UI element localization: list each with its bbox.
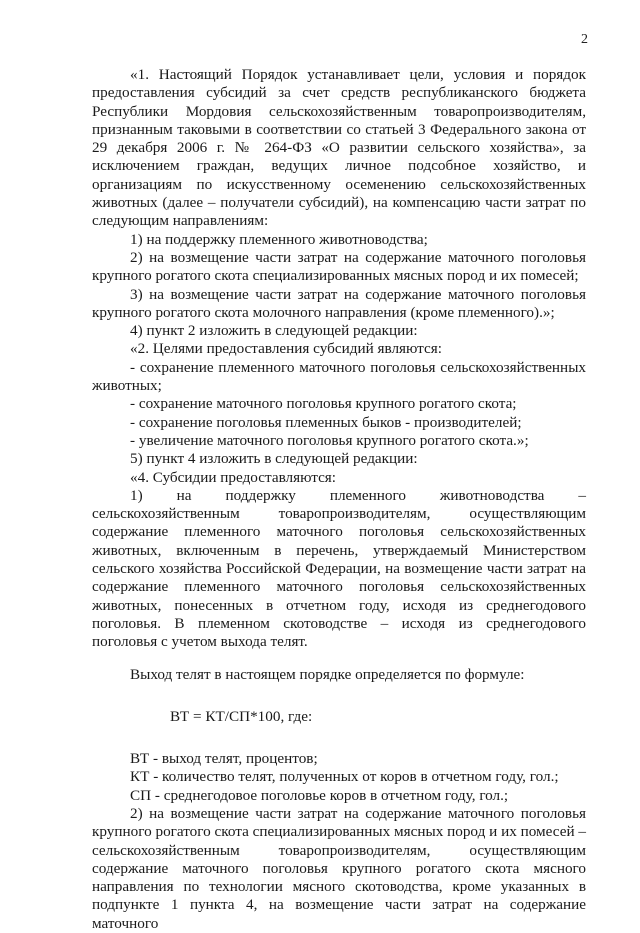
paragraph-goal-item: - сохранение племенного маточного поголовья сельскохозяйственных животных; bbox=[92, 358, 586, 395]
paragraph-subsidies-heading: «4. Субсидии предоставляются: bbox=[130, 468, 337, 486]
definition-item: ВТ - выход телят, процентов; bbox=[130, 750, 318, 768]
page-number: 2 bbox=[581, 32, 588, 47]
paragraph-list-item: 1) на поддержку племенного животноводства; bbox=[130, 230, 428, 248]
paragraph-amendment: 4) пункт 2 изложить в следующей редакции: bbox=[130, 322, 418, 340]
paragraph-goal-item: - сохранение поголовья племенных быков - производителей; bbox=[130, 413, 522, 431]
paragraph-list-item: 1) на поддержку племенного животноводства – сельскохозяйственным товаропроизводителям, осуществляющим содержание племенного маточного поголовья сельскохозяйственных животных, включенным в перечень, утверждаемый Министерством сельского хозяйства Российской Федерации, на возмещение части затрат на содержание племенного маточного поголовья сельскохозяйственных животных, понесенных в отчетном году, исходя из среднегодового поголовья. В племенном скотоводстве – исходя из среднегодового поголовья с учетом выхода телят. bbox=[92, 486, 586, 651]
paragraph-goal-item: - увеличение маточного поголовья крупного рогатого скота.»; bbox=[130, 431, 529, 449]
definition-item: СП - среднегодовое поголовье коров в отчетном году, гол.; bbox=[130, 786, 509, 804]
document-body bbox=[92, 66, 586, 933]
paragraph-list-item: 2) на возмещение части затрат на содержание маточного поголовья крупного рогатого скота специализированных мясных пород и их помесей – сельскохозяйственным товаропроизводителям, осуществляющим содержание маточного поголовья крупного рогатого скота мясного направления по технологии мясного скотоводства, кроме указанных в подпункте 1 пункта 4, на возмещение части затрат на содержание маточного bbox=[92, 804, 586, 932]
paragraph-goals-heading: «2. Целями предоставления субсидий являются: bbox=[130, 340, 442, 358]
paragraph-purpose: «1. Настоящий Порядок устанавливает цели, условия и порядок предоставления субсидий за счет средств республиканского бюджета Республики Мордовия сельскохозяйственным товаропроизводителям, признанным таковыми в соответствии со статьей 3 Федерального закона от 29 декабря 2006 г. № 264-ФЗ «О развитии сельского хозяйства», за исключением граждан, ведущих личное подсобное хозяйство, и организациям по искусственному осеменению сельскохозяйственных животных (далее – получатели субсидий), на компенсацию части затрат по следующим направлениям: bbox=[92, 66, 586, 230]
paragraph-goal-item: - сохранение маточного поголовья крупного рогатого скота; bbox=[130, 395, 517, 413]
definition-item: КТ - количество телят, полученных от коров в отчетном году, гол.; bbox=[130, 768, 559, 786]
paragraph-list-item: 2) на возмещение части затрат на содержание маточного поголовья крупного рогатого скота специализированных мясных пород и их помесей; bbox=[92, 248, 586, 285]
paragraph-list-item: 3) на возмещение части затрат на содержание маточного поголовья крупного рогатого скота молочного направления (кроме племенного).»; bbox=[92, 285, 586, 321]
formula-intro: Выход телят в настоящем порядке определяется по формуле: bbox=[130, 665, 525, 683]
paragraph-amendment: 5) пункт 4 изложить в следующей редакции: bbox=[130, 450, 418, 468]
formula: ВТ = КТ/СП*100, где: bbox=[170, 707, 313, 725]
